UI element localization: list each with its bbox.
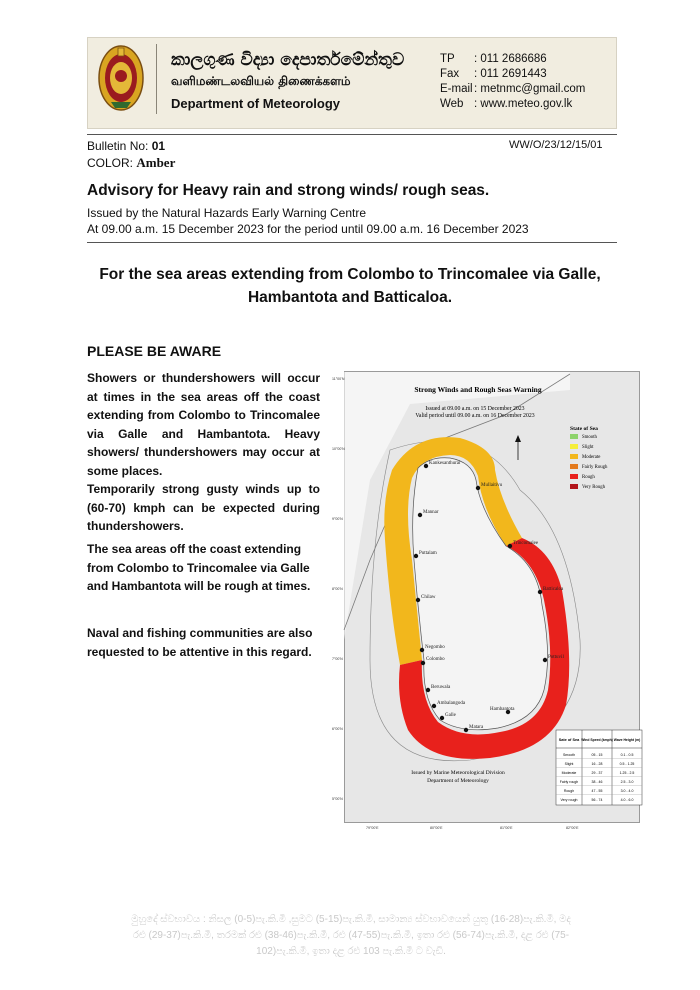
bulletin-number-value: 01	[151, 139, 166, 153]
table-cell: Fairly rough	[559, 780, 579, 784]
lon-label: 81°00'E	[500, 826, 513, 830]
town-label: Matara	[469, 725, 484, 730]
table-cell: Rough	[563, 789, 575, 793]
bulletin-color	[87, 155, 175, 171]
town-label: Mullaitivu	[481, 483, 503, 488]
table-cell: 2.5 - 3.0	[620, 780, 634, 784]
bulletin-number-label: Bulletin No:	[87, 139, 149, 153]
contact-value-fax: : 011 2691443	[474, 68, 547, 80]
town-label: Pottuvil	[548, 655, 564, 660]
table-cell: 0.5 - 1.25	[619, 762, 635, 766]
north-arrow-icon	[515, 435, 521, 460]
advisory-title: Advisory for Heavy rain and strong winds/ rough seas.	[87, 182, 490, 199]
bulletin-color-label: COLOR:	[87, 156, 134, 170]
advisory-paragraph-communities: Naval and fishing communities are also requested to be attentive in this regard.	[87, 626, 313, 659]
legend-swatch	[570, 464, 578, 469]
table-cell: 3.0 - 4.0	[620, 789, 634, 793]
table-cell: 4.0 - 6.0	[620, 798, 634, 802]
org-name-english: Department of Meteorology	[171, 96, 341, 111]
town-label: Batticaloa	[543, 587, 564, 592]
town-label: Puttalam	[419, 551, 437, 556]
legend-label: Moderate	[582, 455, 601, 460]
legend-label: Fairly Rough	[582, 465, 608, 470]
map-title: Strong Winds and Rough Seas Warning	[414, 385, 542, 394]
org-name-sinhala: කාලගුණ විද්‍යා දෙපාර්තමේන්තුව	[171, 50, 405, 70]
issued-by: Issued by the Natural Hazards Early Warning Centre	[87, 206, 367, 220]
lon-label: 82°00'E	[566, 826, 579, 830]
town-label: Mannar	[423, 510, 439, 515]
table-cell: 1.25 - 2.5	[619, 771, 635, 775]
table-cell: 16 - 28	[591, 762, 603, 766]
map-credit-2: Department of Meteorology	[427, 778, 489, 784]
map-legend	[566, 420, 636, 500]
table-cell: 29 - 37	[591, 771, 603, 775]
header-divider	[156, 44, 157, 114]
lon-label: 79°00'E	[366, 826, 379, 830]
town-label: Negombo	[425, 645, 445, 650]
sea-areas-line-1: For the sea areas extending from Colombo to Trincomalee via Galle,	[99, 266, 601, 283]
contact-value-web: : www.meteo.gov.lk	[474, 98, 573, 110]
please-be-aware-heading: PLEASE BE AWARE	[87, 343, 222, 359]
legend-label: Rough	[582, 475, 595, 480]
divider-line	[87, 242, 617, 243]
table-cell: Very rough	[560, 798, 578, 802]
lat-label: 10°00'N	[332, 447, 345, 451]
contact-label-web: Web	[440, 98, 464, 110]
legend-label: Smooth	[582, 435, 597, 440]
lat-label: 6°00'N	[332, 727, 343, 731]
advisory-paragraph-rough-seas: The sea areas off the coast extending from Colombo to Trincomalee via Galle and Hambantota will be rough at times.	[87, 542, 311, 593]
sri-lanka-emblem-icon	[97, 44, 145, 112]
legend-swatch	[570, 454, 578, 459]
legend-swatch	[570, 474, 578, 479]
legend-swatch	[570, 444, 578, 449]
legend-label: Very Rough	[582, 485, 606, 490]
table-header: Wind Speed (kmph)	[581, 738, 613, 742]
lat-label: 9°00'N	[332, 517, 343, 521]
sea-areas-line-2: Hambantota and Batticaloa.	[247, 289, 453, 306]
map-credit-1: Issued by Marine Meteorological Division	[411, 770, 505, 776]
bulletin-number	[87, 139, 165, 153]
legend-swatch	[570, 434, 578, 439]
contact-value-email: : metnmc@gmail.com	[474, 83, 586, 95]
lat-label: 5°00'N	[332, 797, 343, 801]
table-cell: Slight	[564, 762, 574, 766]
footnote-line-1: මුහුදේ ස්වභාවය : නිසල (0-5)පැ.කි.මී ,සුමට (5-15)පැ.කි.මී, සාමාන්‍ය ස්වභාවයෙන් යුතු (16-28)පැ.කි.මී, මද	[131, 914, 571, 925]
sea-state-table	[556, 730, 642, 805]
sea-state-footnote	[86, 912, 616, 960]
footnote-line-2: රළු (29-37)පැ.කි.මී, තරමක් රළු (38-46)පැ.කි.මී, රළු (47-55)පැ.කි.මී, ඉතා රළු (56-74)පැ.කි.මී, දළ රළු (75-	[132, 930, 570, 941]
advisory-paragraph-winds: Temporarily strong gusty winds up to (60-70) kmph can be expected during thundershowers.	[87, 482, 320, 533]
bulletin-color-value: Amber	[136, 155, 176, 170]
lat-label: 8°00'N	[332, 587, 343, 591]
map-issued: Issued at 09.00 a.m. on 15 December 2023	[425, 406, 525, 412]
table-header: Wave Height (m)	[613, 738, 641, 742]
org-name-tamil: வளிமண்டலவியல் திணைக்களம்	[171, 74, 351, 88]
town-label: Hambantota	[490, 707, 515, 712]
town-label: Trincomalee	[513, 541, 539, 546]
town-label: Chilaw	[421, 595, 436, 600]
contact-value-tp: : 011 2686686	[474, 53, 547, 65]
bulletin-reference: WW/O/23/12/15/01	[509, 139, 603, 151]
town-label: Galle	[445, 713, 456, 718]
legend-title: State of Sea	[570, 426, 598, 432]
contact-label-fax: Fax	[440, 68, 460, 80]
table-header: Sate of Sea	[558, 738, 580, 742]
lat-label: 7°00'N	[332, 657, 343, 661]
legend-swatch	[570, 484, 578, 489]
lon-label: 80°00'E	[430, 826, 443, 830]
contact-label-tp: TP	[440, 53, 455, 65]
town-label: Kankesanthurai	[429, 461, 461, 466]
advisory-paragraph-showers: Showers or thundershowers will occur at times in the sea areas off the coast extending from Colombo to Trincomalee via Galle and Hambantota. Heavy showers/ thundershowers may occur at some places.	[87, 371, 320, 478]
town-label: Ambalangoda	[437, 701, 466, 706]
sea-areas-heading	[60, 263, 640, 309]
table-cell: Moderate	[561, 771, 577, 775]
legend-label: Slight	[582, 445, 594, 450]
table-cell: 0.1 - 0.5	[620, 753, 634, 757]
table-cell: 56 - 74	[591, 798, 603, 802]
validity-period: At 09.00 a.m. 15 December 2023 for the period until 09.00 a.m. 16 December 2023	[87, 222, 529, 236]
table-cell: 05 - 15	[591, 753, 603, 757]
warning-map	[330, 360, 665, 832]
town-label: Colombo	[426, 657, 445, 662]
contact-label-email: E-mail	[440, 83, 473, 95]
footnote-line-3: 102)පැ.කි.මී, ඉතා දළ රළු 103 පැ.කි.මී ට වැඩි.	[256, 946, 446, 957]
map-valid: Valid period until 09.00 a.m. on 16 December 2023	[415, 413, 535, 419]
table-cell: Smooth	[562, 753, 576, 757]
table-cell: 38 - 46	[591, 780, 603, 784]
table-cell: 47 - 55	[591, 789, 603, 793]
divider-line	[87, 134, 617, 135]
lat-label: 11°00'N	[332, 377, 345, 381]
town-label: Beruwala	[431, 685, 451, 690]
